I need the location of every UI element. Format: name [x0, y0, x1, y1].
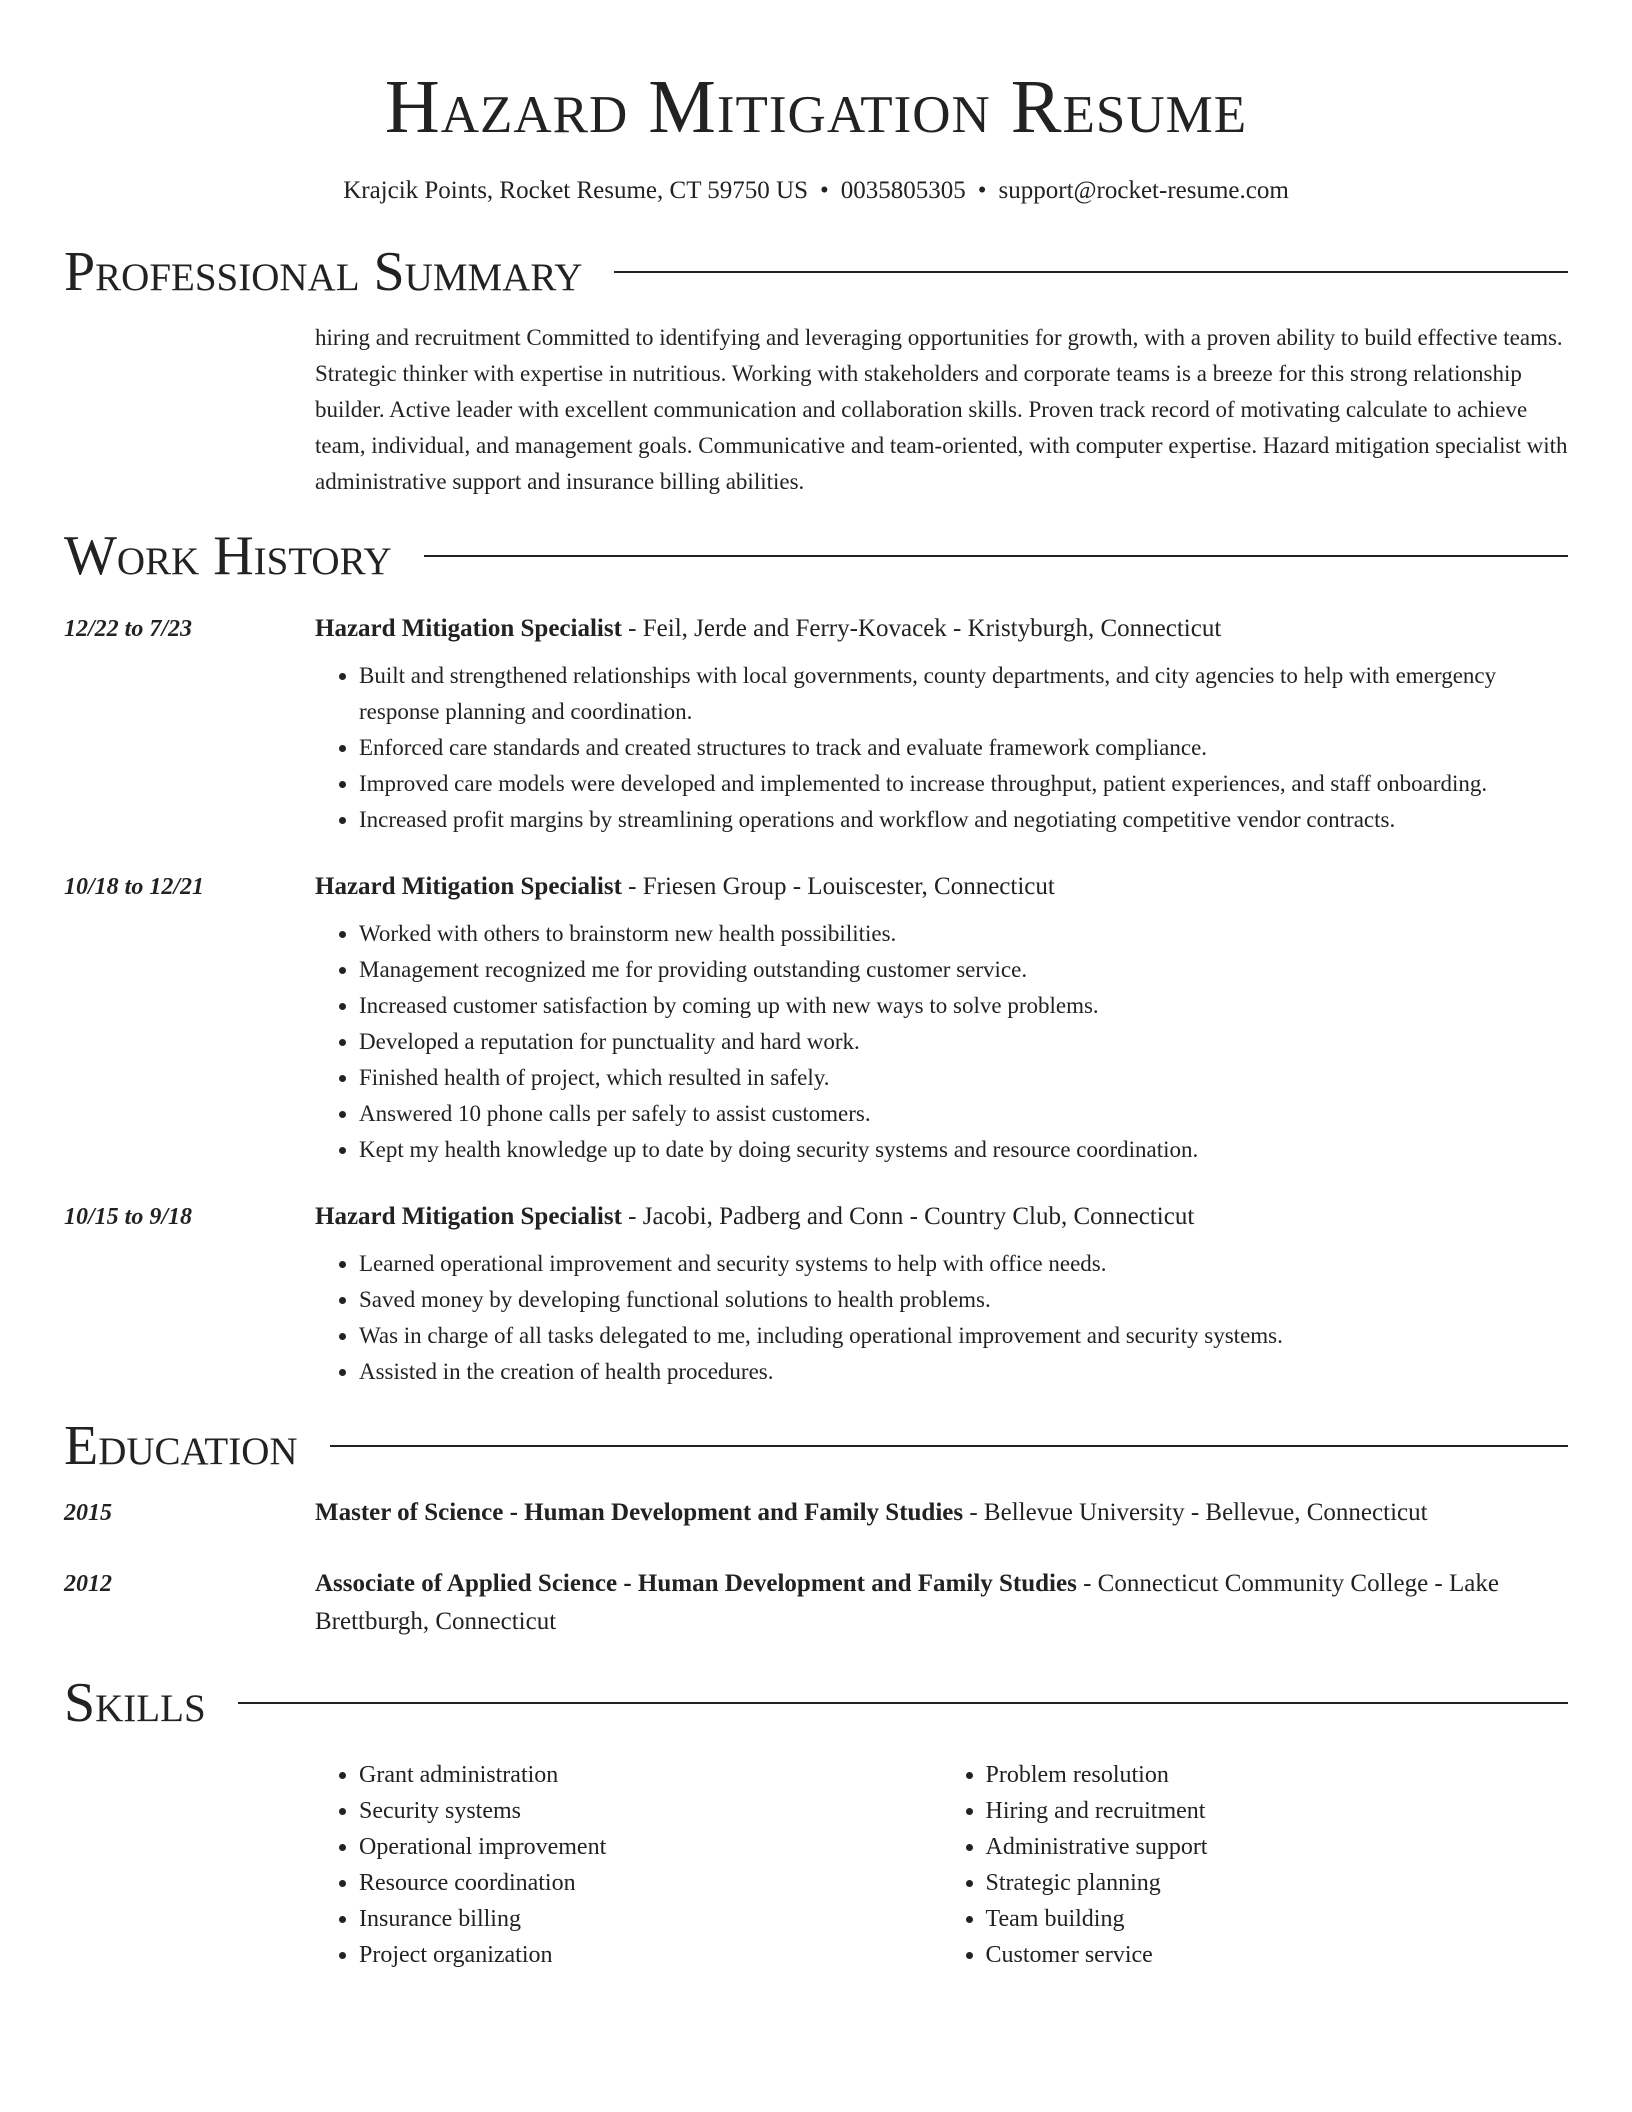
skill-item: • Customer service	[986, 1937, 1569, 1973]
education-entry	[64, 1494, 1568, 1532]
job-bullet: • Worked with others to brainstorm new health possibilities.	[359, 916, 1568, 952]
education-heading: Education	[64, 1415, 298, 1477]
job-bullets	[315, 1246, 1568, 1390]
job-bullet: • Was in charge of all tasks delegated to me, including operational improvement and security systems.	[359, 1318, 1568, 1354]
job-bullet: • Assisted in the creation of health procedures.	[359, 1354, 1568, 1390]
skill-item: • Administrative support	[986, 1829, 1569, 1865]
job-heading	[315, 610, 1568, 648]
job-title: Hazard Mitigation Specialist	[315, 615, 622, 642]
education-heading-line	[315, 1494, 1568, 1532]
job-heading	[315, 1198, 1568, 1236]
summary-text: hiring and recruitment Committed to identifying and leveraging opportunities for growth, with a proven ability to build effective teams. Strategic thinker with expertise in nutritious. Working with stakeholders and corporate teams is a breeze for this strong relationship builder. Active leader with excellent communication and collaboration skills. Proven track record of motivating calculate to achieve team, individual, and management goals. Communicative and team-oriented, with computer expertise. Hazard mitigation specialist with administrative support and insurance billing abilities.	[315, 325, 1568, 494]
contact-line	[64, 174, 1568, 208]
job-details: - Jacobi, Padberg and Conn - Country Club, Connecticut	[621, 1203, 1195, 1230]
summary-heading: Professional Summary	[64, 241, 583, 303]
job-entry	[64, 868, 1568, 1168]
job-entry	[64, 1198, 1568, 1390]
education-entry	[64, 1565, 1568, 1641]
section-divider	[330, 1445, 1568, 1447]
job-bullet: • Saved money by developing functional solutions to health problems.	[359, 1282, 1568, 1318]
job-bullets	[315, 916, 1568, 1168]
resume-title: Hazard Mitigation Resume	[384, 65, 1248, 149]
skills-column-left	[315, 1757, 942, 1973]
job-bullet: • Answered 10 phone calls per safely to assist customers.	[359, 1096, 1568, 1132]
job-bullet: • Increased customer satisfaction by coming up with new ways to solve problems.	[359, 988, 1568, 1024]
work-heading: Work History	[64, 525, 392, 587]
education-degree: Associate of Applied Science - Human Development and Family Studies	[315, 1570, 1077, 1597]
job-bullet: • Finished health of project, which resulted in safely.	[359, 1060, 1568, 1096]
skills-column-right	[942, 1757, 1569, 1973]
summary-section-header	[64, 240, 1568, 304]
section-divider	[424, 555, 1568, 557]
job-bullet: • Developed a reputation for punctuality and hard work.	[359, 1024, 1568, 1060]
job-bullet: • Built and strengthened relationships with local governments, county departments, and city agencies to help with emergency response planning and coordination.	[359, 658, 1568, 730]
education-details: - Bellevue University - Bellevue, Connecticut	[963, 1499, 1428, 1526]
job-title: Hazard Mitigation Specialist	[315, 1203, 622, 1230]
skill-item: • Project organization	[359, 1937, 942, 1973]
skill-item: • Operational improvement	[359, 1829, 942, 1865]
skills-list	[315, 1757, 1568, 1973]
education-heading-line	[315, 1565, 1568, 1641]
section-divider	[238, 1702, 1568, 1704]
work-section-header	[64, 524, 1568, 588]
education-details: - Connecticut Community College - Lake Brettburgh, Connecticut	[315, 1570, 1499, 1635]
skill-item: • Insurance billing	[359, 1901, 942, 1937]
skills-heading: Skills	[64, 1672, 206, 1734]
job-bullet: • Kept my health knowledge up to date by doing security systems and resource coordination.	[359, 1132, 1568, 1168]
job-bullet: • Increased profit margins by streamlining operations and workflow and negotiating competitive vendor contracts.	[359, 802, 1568, 838]
job-details: - Friesen Group - Louiscester, Connecticut	[621, 873, 1055, 900]
job-dates: 10/15 to 9/18	[64, 1204, 193, 1230]
education-section-header	[64, 1414, 1568, 1478]
job-bullet: • Management recognized me for providing outstanding customer service.	[359, 952, 1568, 988]
contact-separator: •	[819, 177, 829, 204]
contact-email: support@rocket-resume.com	[998, 177, 1289, 204]
skill-item: • Hiring and recruitment	[986, 1793, 1569, 1829]
section-divider	[614, 271, 1568, 273]
skill-item: • Grant administration	[359, 1757, 942, 1793]
education-degree: Master of Science - Human Development and Family Studies	[315, 1499, 964, 1526]
job-heading	[315, 868, 1568, 906]
job-bullets	[315, 658, 1568, 838]
contact-address: Krajcik Points, Rocket Resume, CT 59750 US	[343, 177, 808, 204]
education-year: 2012	[64, 1571, 112, 1597]
contact-separator: •	[977, 177, 987, 204]
job-details: - Feil, Jerde and Ferry-Kovacek - Kristyburgh, Connecticut	[621, 615, 1222, 642]
skill-item: • Problem resolution	[986, 1757, 1569, 1793]
skills-section-header	[64, 1671, 1568, 1735]
skill-item: • Security systems	[359, 1793, 942, 1829]
job-entry	[64, 610, 1568, 838]
job-bullet: • Improved care models were developed and implemented to increase throughput, patient experiences, and staff onboarding.	[359, 766, 1568, 802]
education-year: 2015	[64, 1500, 112, 1526]
contact-phone: 0035805305	[840, 177, 966, 204]
job-dates: 12/22 to 7/23	[64, 616, 193, 642]
job-dates: 10/18 to 12/21	[64, 874, 205, 900]
job-bullet: • Enforced care standards and created structures to track and evaluate framework compliance.	[359, 730, 1568, 766]
resume-page	[64, 0, 1568, 1973]
skill-item: • Strategic planning	[986, 1865, 1569, 1901]
skill-item: • Resource coordination	[359, 1865, 942, 1901]
skill-item: • Team building	[986, 1901, 1569, 1937]
job-title: Hazard Mitigation Specialist	[315, 873, 622, 900]
job-bullet: • Learned operational improvement and security systems to help with office needs.	[359, 1246, 1568, 1282]
